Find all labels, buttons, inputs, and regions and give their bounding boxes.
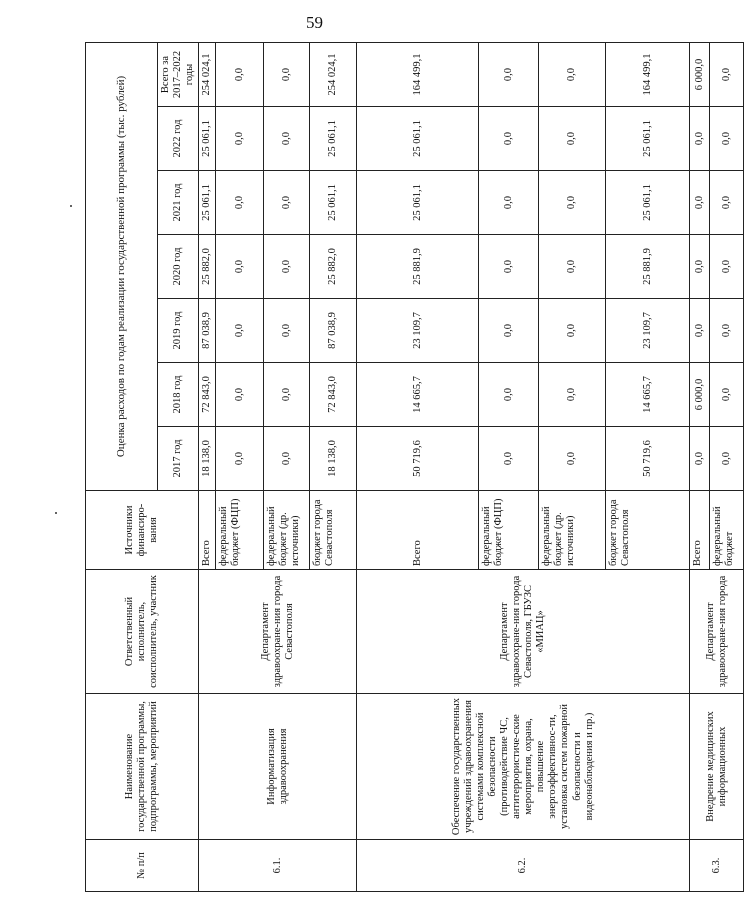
header-period: Оценка расходов по годам реализации государственной программы (тыс. рублей) [86, 43, 158, 491]
row-num: 6.3. [690, 840, 744, 892]
value-cell: 0,0 [710, 107, 744, 171]
funding-source: федеральный бюджет [710, 491, 744, 570]
value-cell: 25 061,1 [310, 171, 357, 235]
value-cell: 25 881,9 [606, 235, 690, 299]
funding-source: Всего [199, 491, 216, 570]
total-cell: 0,0 [539, 43, 606, 107]
value-cell: 87 038,9 [199, 299, 216, 363]
funding-source: федеральный бюджет (др. источники) [539, 491, 606, 570]
header-year: 2018 год [158, 363, 199, 427]
value-cell: 25 061,1 [310, 107, 357, 171]
header-year: 2019 год [158, 299, 199, 363]
value-cell: 50 719,6 [606, 427, 690, 491]
value-cell: 0,0 [539, 427, 606, 491]
value-cell: 0,0 [710, 427, 744, 491]
value-cell: 0,0 [690, 107, 710, 171]
funding-source: бюджет города Севастополя [606, 491, 690, 570]
value-cell: 14 665,7 [606, 363, 690, 427]
total-cell: 164 499,1 [357, 43, 479, 107]
value-cell: 87 038,9 [310, 299, 357, 363]
funding-source: Всего [357, 491, 479, 570]
value-cell: 25 061,1 [199, 171, 216, 235]
value-cell: 0,0 [479, 427, 539, 491]
funding-source: бюджет города Севастополя [310, 491, 357, 570]
value-cell: 25 882,0 [310, 235, 357, 299]
header-executor: Ответственный исполнитель, соисполнитель, участник [86, 570, 199, 694]
value-cell: 0,0 [216, 235, 264, 299]
value-cell: 0,0 [216, 299, 264, 363]
value-cell: 0,0 [539, 171, 606, 235]
total-cell: 6 000,0 [690, 43, 710, 107]
rotated-table-wrapper [85, 42, 736, 892]
row-num: 6.1. [199, 840, 357, 892]
value-cell: 0,0 [264, 107, 310, 171]
value-cell: 25 061,1 [357, 107, 479, 171]
row-name: Информатизация здравоохранения [199, 694, 357, 840]
header-year: 2020 год [158, 235, 199, 299]
value-cell: 25 061,1 [606, 107, 690, 171]
value-cell: 0,0 [479, 235, 539, 299]
value-cell: 25 061,1 [606, 171, 690, 235]
header-sources: Источники финансиро-вания [86, 491, 199, 570]
total-cell: 0,0 [264, 43, 310, 107]
header-total: Всего за 2017–2022 годы [158, 43, 199, 107]
funding-source: Всего [690, 491, 710, 570]
value-cell: 0,0 [264, 427, 310, 491]
value-cell: 0,0 [539, 363, 606, 427]
value-cell: 0,0 [264, 299, 310, 363]
value-cell: 72 843,0 [199, 363, 216, 427]
row-name: Внедрение медицинских информационных [690, 694, 744, 840]
value-cell: 72 843,0 [310, 363, 357, 427]
value-cell: 23 109,7 [606, 299, 690, 363]
value-cell: 14 665,7 [357, 363, 479, 427]
row-executor: Департамент здравоохране-ния города [690, 570, 744, 694]
total-cell: 0,0 [710, 43, 744, 107]
header-num: № п/п [86, 840, 199, 892]
funding-source: федеральный бюджет (ФЦП) [479, 491, 539, 570]
row-name: Обеспечение государственных учреждений здравоохранения системами комплексной безопасности (противодействие ЧС, антитеррористиче-ские мероприятия, охрана, повышение энергоэффективнос-ти, установка систем пожарной безопасности и видеонаблюдения и пр.) [357, 694, 690, 840]
funding-source: федеральный бюджет (др. источники) [264, 491, 310, 570]
value-cell: 0,0 [216, 171, 264, 235]
value-cell: 0,0 [710, 171, 744, 235]
value-cell: 0,0 [690, 299, 710, 363]
header-year: 2022 год [158, 107, 199, 171]
value-cell: 0,0 [479, 299, 539, 363]
value-cell: 0,0 [264, 363, 310, 427]
value-cell: 25 881,9 [357, 235, 479, 299]
budget-table-frame [85, 42, 736, 892]
value-cell: 0,0 [690, 235, 710, 299]
value-cell: 0,0 [264, 171, 310, 235]
value-cell: 0,0 [216, 107, 264, 171]
value-cell: 18 138,0 [199, 427, 216, 491]
value-cell: 0,0 [479, 363, 539, 427]
value-cell: 0,0 [264, 235, 310, 299]
total-cell: 0,0 [479, 43, 539, 107]
value-cell: 6 000,0 [690, 363, 710, 427]
total-cell: 254 024,1 [310, 43, 357, 107]
budget-table [85, 42, 744, 892]
row-executor: Департамент здравоохране-ния города Севастополя, ГБУЗС «МИАЦ» [357, 570, 690, 694]
value-cell: 0,0 [479, 107, 539, 171]
value-cell: 50 719,6 [357, 427, 479, 491]
value-cell: 25 882,0 [199, 235, 216, 299]
value-cell: 25 061,1 [199, 107, 216, 171]
value-cell: 0,0 [710, 235, 744, 299]
header-name: Наименование государственной программы, подпрограммы, мероприятий [86, 694, 199, 840]
value-cell: 18 138,0 [310, 427, 357, 491]
header-year: 2021 год [158, 171, 199, 235]
value-cell: 25 061,1 [357, 171, 479, 235]
value-cell: 0,0 [216, 427, 264, 491]
value-cell: 0,0 [539, 107, 606, 171]
value-cell: 0,0 [710, 299, 744, 363]
value-cell: 0,0 [690, 171, 710, 235]
value-cell: 0,0 [216, 363, 264, 427]
page-number: 59 [306, 13, 323, 32]
value-cell: 0,0 [710, 363, 744, 427]
value-cell: 0,0 [690, 427, 710, 491]
header-year: 2017 год [158, 427, 199, 491]
total-cell: 254 024,1 [199, 43, 216, 107]
funding-source: федеральный бюджет (ФЦП) [216, 491, 264, 570]
total-cell: 0,0 [216, 43, 264, 107]
row-num: 6.2. [357, 840, 690, 892]
value-cell: 23 109,7 [357, 299, 479, 363]
value-cell: 0,0 [539, 235, 606, 299]
total-cell: 164 499,1 [606, 43, 690, 107]
row-executor: Департамент здравоохране-ния города Севастополя [199, 570, 357, 694]
value-cell: 0,0 [479, 171, 539, 235]
scan-speck [55, 512, 57, 514]
value-cell: 0,0 [539, 299, 606, 363]
scan-speck [70, 205, 72, 207]
